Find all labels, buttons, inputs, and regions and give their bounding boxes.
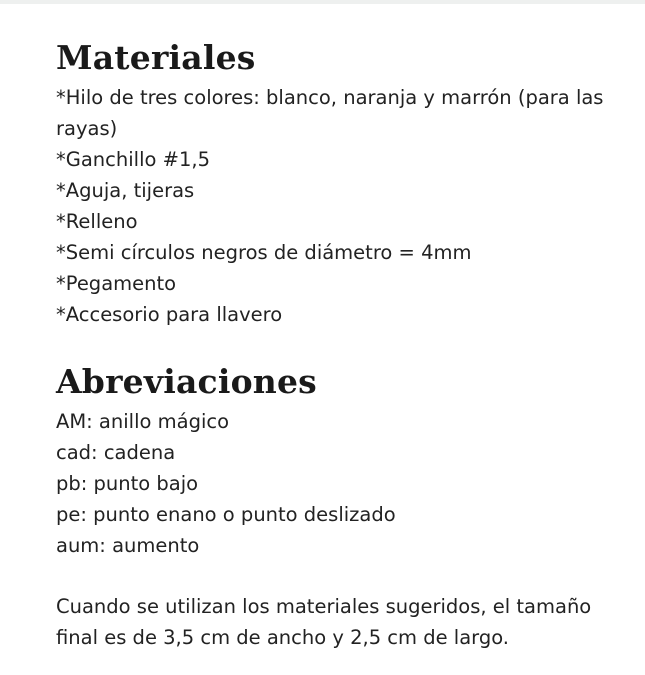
size-note: Cuando se utilizan los materiales sugeridos, el tamaño final es de 3,5 cm de ancho y 2,5 cm de largo. bbox=[56, 595, 592, 649]
materials-item-stuffing: *Relleno bbox=[56, 210, 138, 233]
abbreviation-aum: aum: aumento bbox=[56, 534, 200, 557]
abbreviation-pe: pe: punto enano o punto deslizado bbox=[56, 503, 396, 526]
abbreviation-pb: pb: punto bajo bbox=[56, 472, 199, 495]
materials-item-hook: *Ganchillo #1,5 bbox=[56, 148, 210, 171]
abbreviations-heading: Abreviaciones bbox=[56, 362, 317, 401]
abbreviation-cad: cad: cadena bbox=[56, 441, 176, 464]
materials-list bbox=[56, 82, 636, 330]
materials-item-keychain: *Accesorio para llavero bbox=[56, 303, 283, 326]
materials-item-glue: *Pegamento bbox=[56, 272, 177, 295]
top-border bbox=[0, 0, 645, 4]
materials-item-eyes: *Semi círculos negros de diámetro = 4mm bbox=[56, 241, 472, 264]
document-body bbox=[56, 36, 636, 653]
materials-heading: Materiales bbox=[56, 38, 256, 77]
abbreviation-am: AM: anillo mágico bbox=[56, 410, 230, 433]
materials-item-thread: *Hilo de tres colores: blanco, naranja y marrón (para las rayas) bbox=[56, 86, 604, 140]
abbreviations-list bbox=[56, 406, 636, 561]
materials-item-needle-scissors: *Aguja, tijeras bbox=[56, 179, 195, 202]
